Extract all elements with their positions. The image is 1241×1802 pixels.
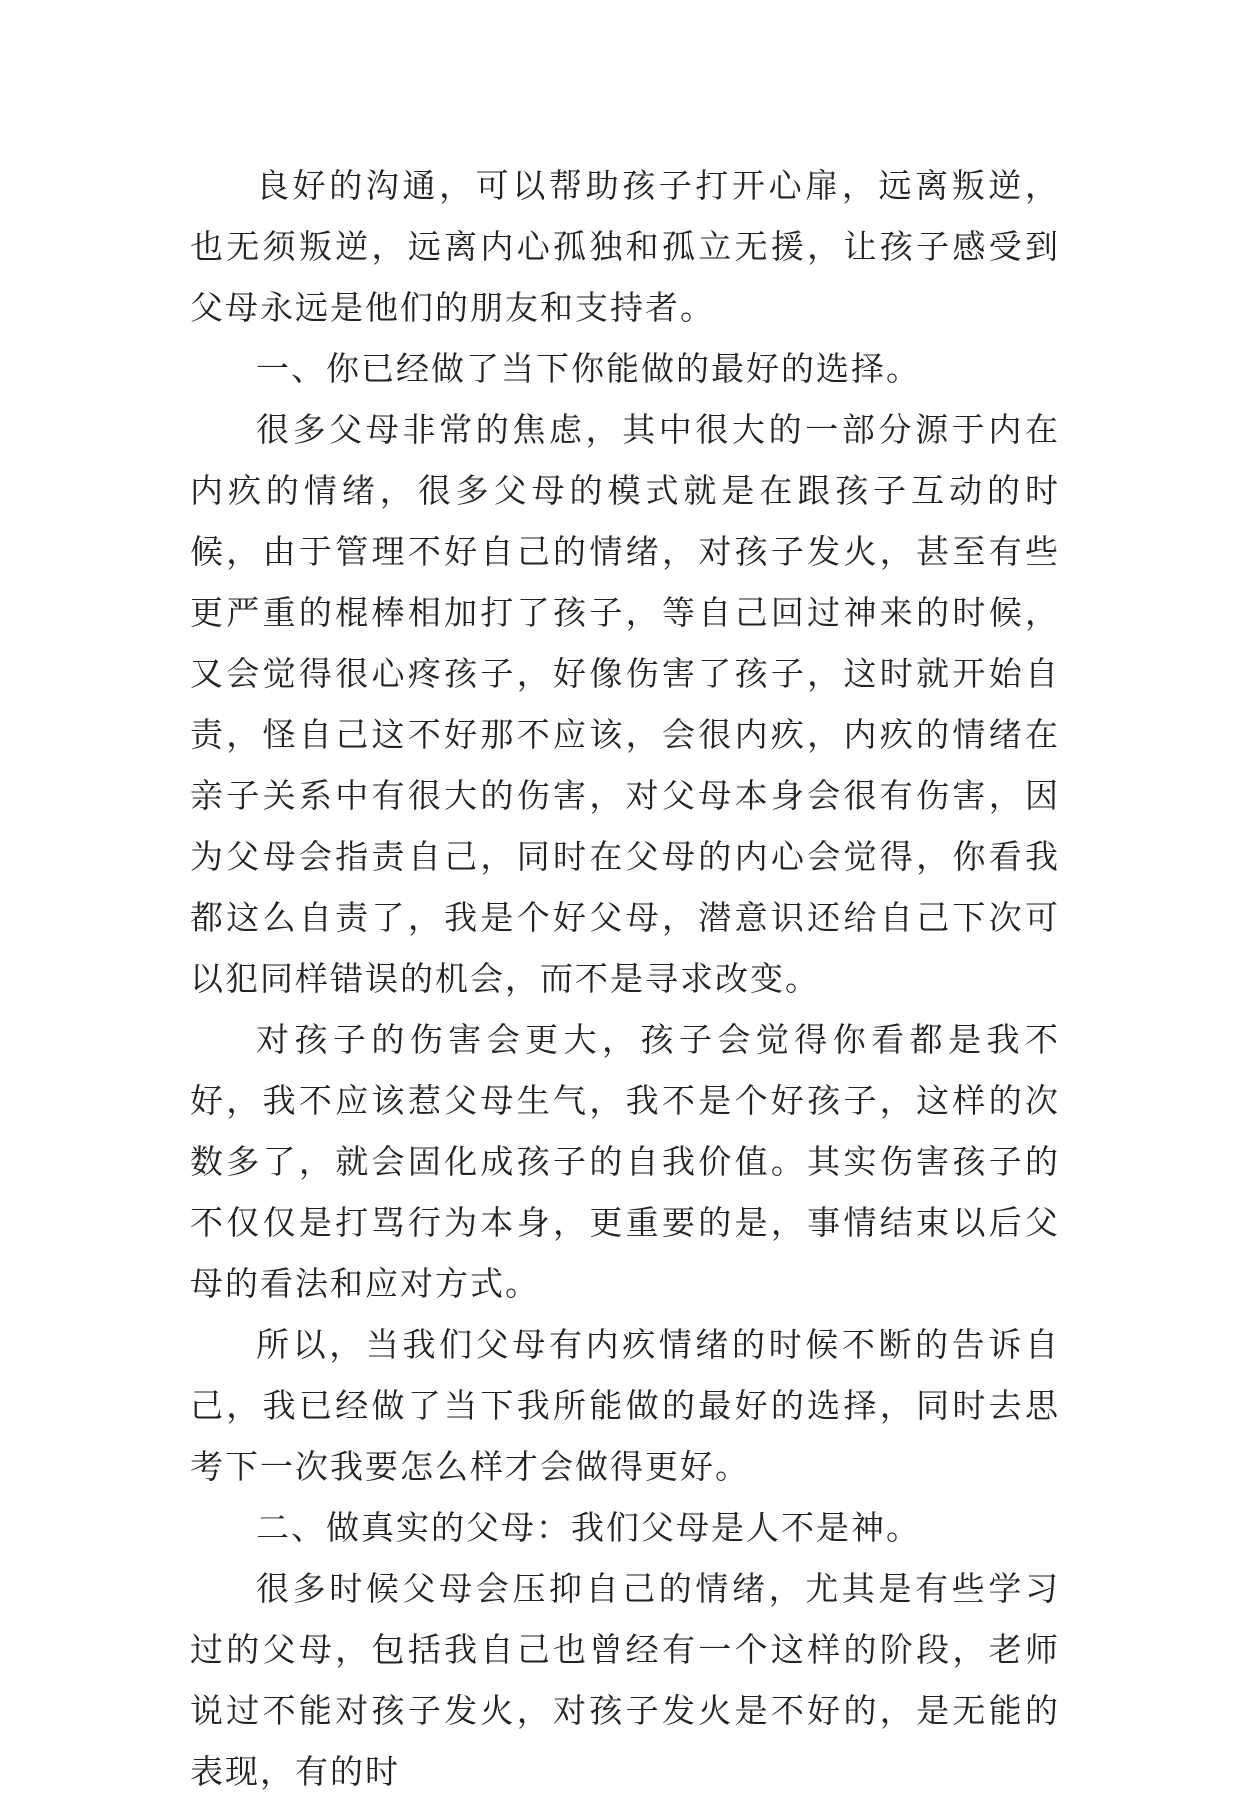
paragraph-guilt: 很多父母非常的焦虑，其中很大的一部分源于内在内疚的情绪，很多父母的模式就是在跟孩子互动的时候，由于管理不好自己的情绪，对孩子发火，甚至有些更严重的棍棒相加打了孩子，等自己回过神来的时候，又会觉得很心疼孩子，好像伤害了孩子，这时就开始自责，怪自己这不好那不应该，会很内疚，内疚的情绪在亲子关系中有很大的伤害，对父母本身会很有伤害，因为父母会指责自己，同时在父母的内心会觉得，你看我都这么自责了，我是个好父母，潜意识还给自己下次可以犯同样错误的机会，而不是寻求改变。: [190, 410, 1060, 998]
paragraph-so: 所以，当我们父母有内疚情绪的时候不断的告诉自己，我已经做了当下我所能做的最好的选择，同时去思考下一次我要怎么样才会做得更好。: [190, 1325, 1060, 1486]
paragraph-harm: 对孩子的伤害会更大，孩子会觉得你看都是我不好，我不应该惹父母生气，我不是个好孩子，这样的次数多了，就会固化成孩子的自我价值。其实伤害孩子的不仅仅是打骂行为本身，更重要的是，事情结束以后父母的看法和应对方式。: [190, 1020, 1060, 1303]
section-heading-2: 二、做真实的父母：我们父母是人不是神。: [256, 1508, 921, 1547]
document-body: [190, 155, 1060, 1802]
section-heading-1: 一、你已经做了当下你能做的最好的选择。: [256, 349, 921, 388]
paragraph-suppress: 很多时候父母会压抑自己的情绪，尤其是有些学习过的父母，包括我自己也曾经有一个这样的阶段，老师说过不能对孩子发火，对孩子发火是不好的，是无能的表现，有的时: [190, 1569, 1060, 1791]
paragraph-communication: 良好的沟通，可以帮助孩子打开心扉，远离叛逆，也无须叛逆，远离内心孤独和孤立无援，让孩子感受到父母永远是他们的朋友和支持者。: [190, 166, 1060, 327]
